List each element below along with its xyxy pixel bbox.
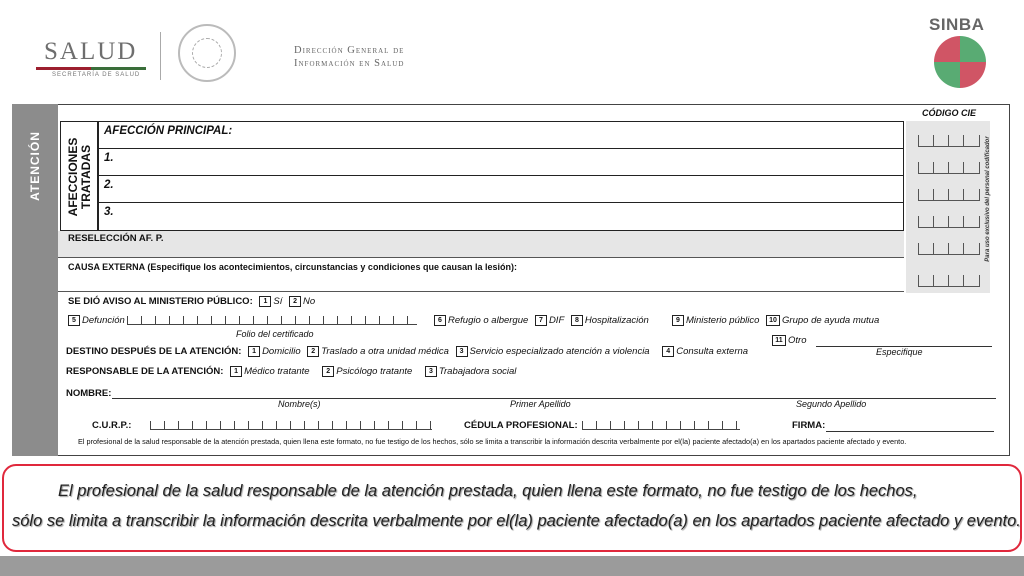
trabajadora-label: Trabajadora social <box>438 366 517 378</box>
afeccion-3-field[interactable]: 3. <box>104 206 114 218</box>
cedula-label: CÉDULA PROFESIONAL: <box>464 420 578 431</box>
servicio-violencia-checkbox[interactable]: 3 <box>456 346 468 357</box>
causa-externa-label: CAUSA EXTERNA <box>68 262 145 272</box>
otro-label: Otro <box>788 335 807 347</box>
sinba-logo-text: SINBA <box>929 15 985 34</box>
traslado-label: Traslado a otra unidad médica <box>321 346 449 358</box>
sinba-globe-icon <box>934 36 986 88</box>
refugio-checkbox[interactable]: 6 <box>434 315 446 326</box>
section-label: ATENCIÓN <box>28 131 42 201</box>
form-body <box>58 104 1010 456</box>
disclaimer-callout <box>2 464 1022 552</box>
traslado-checkbox[interactable]: 2 <box>307 346 319 357</box>
tratadas-label: TRATADAS <box>79 144 93 210</box>
afeccion-principal-field[interactable]: AFECCIÓN PRINCIPAL: <box>99 122 903 149</box>
grupo-ayuda-checkbox[interactable]: 10 <box>766 315 780 326</box>
aviso-label: SE DIÓ AVISO AL MINISTERIO PÚBLICO: <box>68 296 253 308</box>
firma-label: FIRMA: <box>792 420 826 431</box>
salud-logo-text: SALUD <box>44 38 138 65</box>
callout-line-1: El profesional de la salud responsable de la atención prestada, quien llena este formato, no fue testigo de los hechos, <box>58 482 918 500</box>
form-footer-note: El profesional de la salud responsable de la atención prestada, quien llena este formato, no fue testigo de los hechos, sólo se limita a transcribir la información descrita verbalmente por el(la) paciente afectado(a) en los apartados paciente afectado y evento. <box>78 437 907 446</box>
disposition-row <box>64 315 417 326</box>
dif-label: DIF <box>548 315 565 327</box>
hospitalizacion-label: Hospitalización <box>584 315 649 327</box>
responsable-label: RESPONSABLE DE LA ATENCIÓN: <box>66 366 224 378</box>
folio-certificado-field[interactable] <box>127 316 417 325</box>
primer-apellido-caption: Primer Apellido <box>510 399 571 409</box>
especifique-caption: Especifique <box>876 347 923 357</box>
nombre-label: NOMBRE: <box>66 388 112 399</box>
hospitalizacion-checkbox[interactable]: 8 <box>571 315 583 326</box>
afecciones-table <box>98 121 904 231</box>
folio-caption: Folio del certificado <box>236 329 314 339</box>
aviso-row <box>68 296 315 307</box>
refugio-label: Refugio o albergue <box>448 315 529 327</box>
curp-field[interactable] <box>150 421 432 430</box>
segundo-apellido-caption: Segundo Apellido <box>796 399 867 409</box>
codigo-cie-column <box>906 121 990 293</box>
codigo-cie-header: CÓDIGO CIE <box>922 108 977 118</box>
aviso-si-label: Sí <box>273 296 283 308</box>
causa-externa-row[interactable] <box>58 258 904 292</box>
defuncion-checkbox[interactable]: 5 <box>68 315 80 326</box>
salud-logo-bar <box>36 67 146 70</box>
aviso-si-checkbox[interactable]: 1 <box>259 296 271 307</box>
grupo-ayuda-label: Grupo de ayuda mutua <box>782 315 880 327</box>
nombres-caption: Nombre(s) <box>278 399 321 409</box>
consulta-externa-checkbox[interactable]: 4 <box>662 346 674 357</box>
medico-label: Médico tratante <box>244 366 310 378</box>
national-seal-icon <box>178 24 236 82</box>
bottom-bar <box>0 556 1024 576</box>
afeccion-2-field[interactable]: 2. <box>99 176 903 203</box>
causa-externa-hint: (Especifique los acontecimientos, circunstancias y condiciones que causan la lesión): <box>147 262 517 272</box>
cie-code-field[interactable] <box>918 189 980 201</box>
reseleccion-row: RESELECCIÓN AF. P. <box>58 231 904 258</box>
curp-label: C.U.R.P.: <box>92 420 132 431</box>
trabajadora-checkbox[interactable]: 3 <box>425 366 437 377</box>
afecciones-label-box <box>60 121 98 231</box>
servicio-violencia-label: Servicio especializado atención a violencia <box>469 346 650 358</box>
psicologo-checkbox[interactable]: 2 <box>322 366 334 377</box>
cedula-field[interactable] <box>582 421 740 430</box>
header-divider <box>160 32 161 80</box>
afeccion-1-field[interactable]: 1. <box>99 149 903 176</box>
cie-code-field[interactable] <box>918 275 980 287</box>
attention-form <box>12 104 1010 456</box>
section-sidebar <box>12 104 58 456</box>
firma-field[interactable] <box>826 431 994 432</box>
domicilio-checkbox[interactable]: 1 <box>248 346 260 357</box>
aviso-no-checkbox[interactable]: 2 <box>289 296 301 307</box>
page-header <box>0 0 1024 100</box>
destino-label: DESTINO DESPUÉS DE LA ATENCIÓN: <box>66 346 242 358</box>
cie-code-field[interactable] <box>918 135 980 147</box>
psicologo-label: Psicólogo tratante <box>336 366 413 378</box>
dgis-title: Dirección General de Información en Salud <box>294 45 405 69</box>
cie-code-field[interactable] <box>918 162 980 174</box>
cie-code-field[interactable] <box>918 243 980 255</box>
responsable-row <box>66 366 516 377</box>
medico-checkbox[interactable]: 1 <box>230 366 242 377</box>
dif-checkbox[interactable]: 7 <box>535 315 547 326</box>
otro-checkbox[interactable]: 11 <box>772 335 786 346</box>
callout-line-2: sólo se limita a transcribir la información descrita verbalmente por el(la) paciente afectado(a) en los apartados paciente afectado y evento. <box>12 512 1021 530</box>
defuncion-label: Defunción <box>82 315 125 327</box>
ministerio-checkbox[interactable]: 9 <box>672 315 684 326</box>
aviso-no-label: No <box>303 296 316 308</box>
domicilio-label: Domicilio <box>262 346 301 358</box>
coder-side-note: Para uso exclusivo del personal codificador <box>985 136 991 262</box>
cie-code-field[interactable] <box>918 216 980 228</box>
salud-logo-subtitle: SECRETARÍA DE SALUD <box>52 72 141 78</box>
consulta-externa-label: Consulta externa <box>676 346 749 358</box>
ministerio-label: Ministerio público <box>686 315 760 327</box>
afecciones-label: AFECCIONES <box>66 137 80 217</box>
destino-row <box>66 346 748 357</box>
